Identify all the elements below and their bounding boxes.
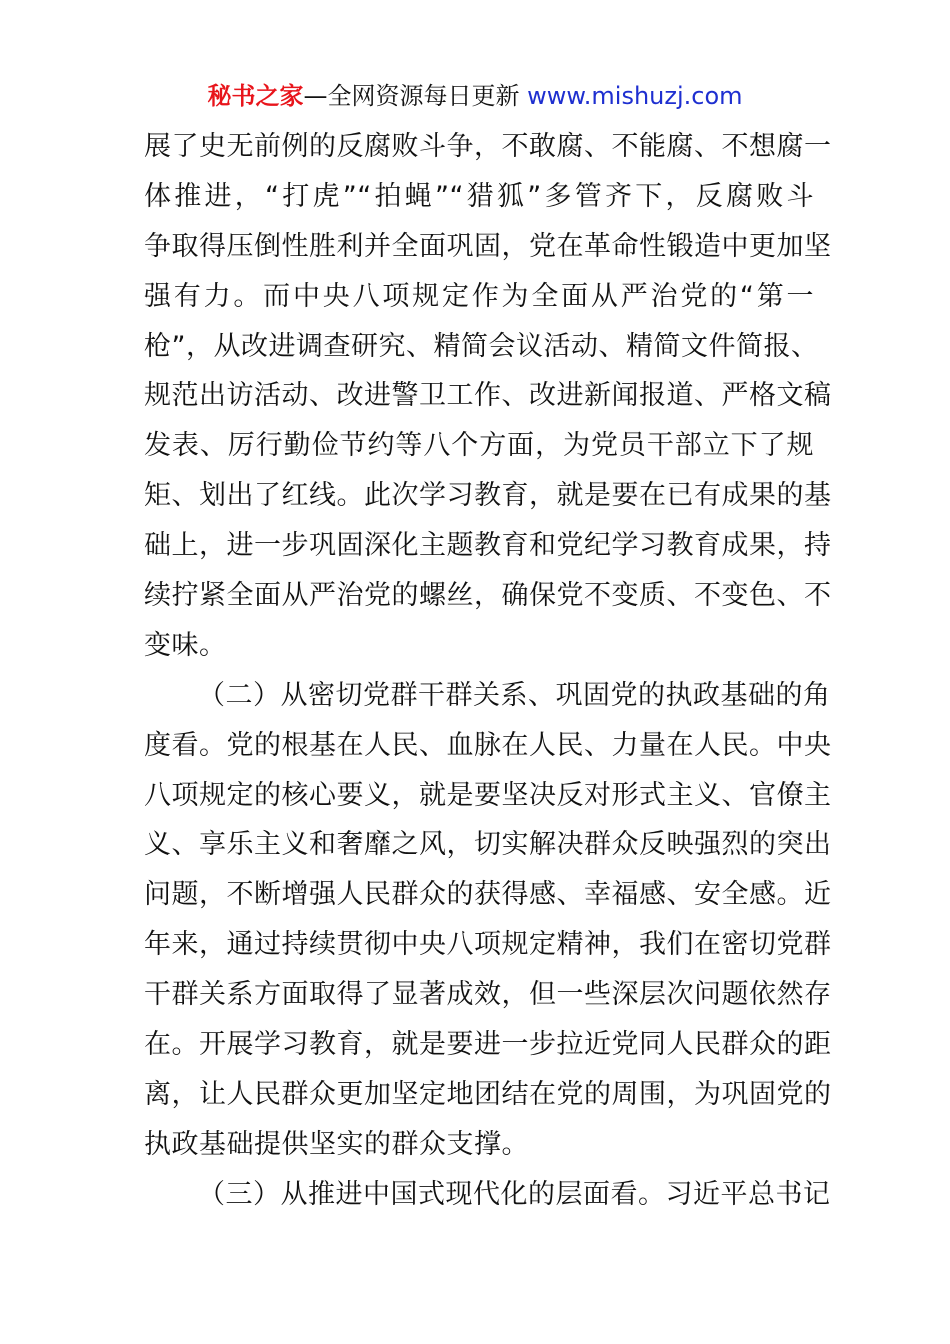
text-line: 枪”，从改进调查研究、精简会议活动、精简文件简报、 <box>144 330 819 362</box>
text-line: 体推进，“打虎”“拍蝇”“猎狐”多管齐下，反腐败斗 <box>144 180 814 212</box>
text-line: 执政基础提供坚实的群众支撑。 <box>144 1128 529 1160</box>
text-line: 度看。党的根基在人民、血脉在人民、力量在人民。中央 <box>144 729 832 761</box>
brand-name: 秘书之家 <box>207 82 304 110</box>
text-line: 义、享乐主义和奢靡之风，切实解决群众反映强烈的突出 <box>144 829 832 861</box>
site-url-link[interactable]: www.mishuzj.com <box>527 82 743 110</box>
text-line: 续拧紧全面从严治党的螺丝，确保党不变质、不变色、不 <box>144 580 832 612</box>
text-line: 问题，不断增强人民群众的获得感、幸福感、安全感。近 <box>144 879 832 911</box>
text-line: 发表、厉行勤俭节约等八个方面，为党员干部立下了规 <box>144 430 814 462</box>
text-line: 八项规定的核心要义，就是要坚决反对形式主义、官僚主 <box>144 779 832 811</box>
header-tagline: —全网资源每日更新 <box>303 82 528 110</box>
text-line: 规范出访活动、改进警卫工作、改进新闻报道、严格文稿 <box>144 380 832 412</box>
text-line: 础上，进一步巩固深化主题教育和党纪学习教育成果，持 <box>144 530 832 562</box>
text-line: 争取得压倒性胜利并全面巩固，党在革命性锻造中更加坚 <box>144 230 832 262</box>
text-line: （二）从密切党群干群关系、巩固党的执政基础的角 <box>198 679 831 711</box>
document-body <box>144 122 832 1220</box>
text-line: 年来，通过持续贯彻中央八项规定精神，我们在密切党群 <box>144 929 832 961</box>
page-header <box>0 78 950 114</box>
text-line: 强有力。而中央八项规定作为全面从严治党的“第一 <box>144 280 814 312</box>
text-line: 展了史无前例的反腐败斗争，不敢腐、不能腐、不想腐一 <box>144 131 832 162</box>
text-line: 干群关系方面取得了显著成效，但一些深层次问题依然存 <box>144 979 832 1011</box>
text-line: 变味。 <box>144 629 227 661</box>
text-line: 离，让人民群众更加坚定地团结在党的周围，为巩固党的 <box>144 1078 832 1110</box>
text-line: （三）从推进中国式现代化的层面看。习近平总书记 <box>198 1178 831 1210</box>
text-line: 矩、划出了红线。此次学习教育，就是要在已有成果的基 <box>144 480 832 512</box>
text-line: 在。开展学习教育，就是要进一步拉近党同人民群众的距 <box>144 1029 832 1061</box>
